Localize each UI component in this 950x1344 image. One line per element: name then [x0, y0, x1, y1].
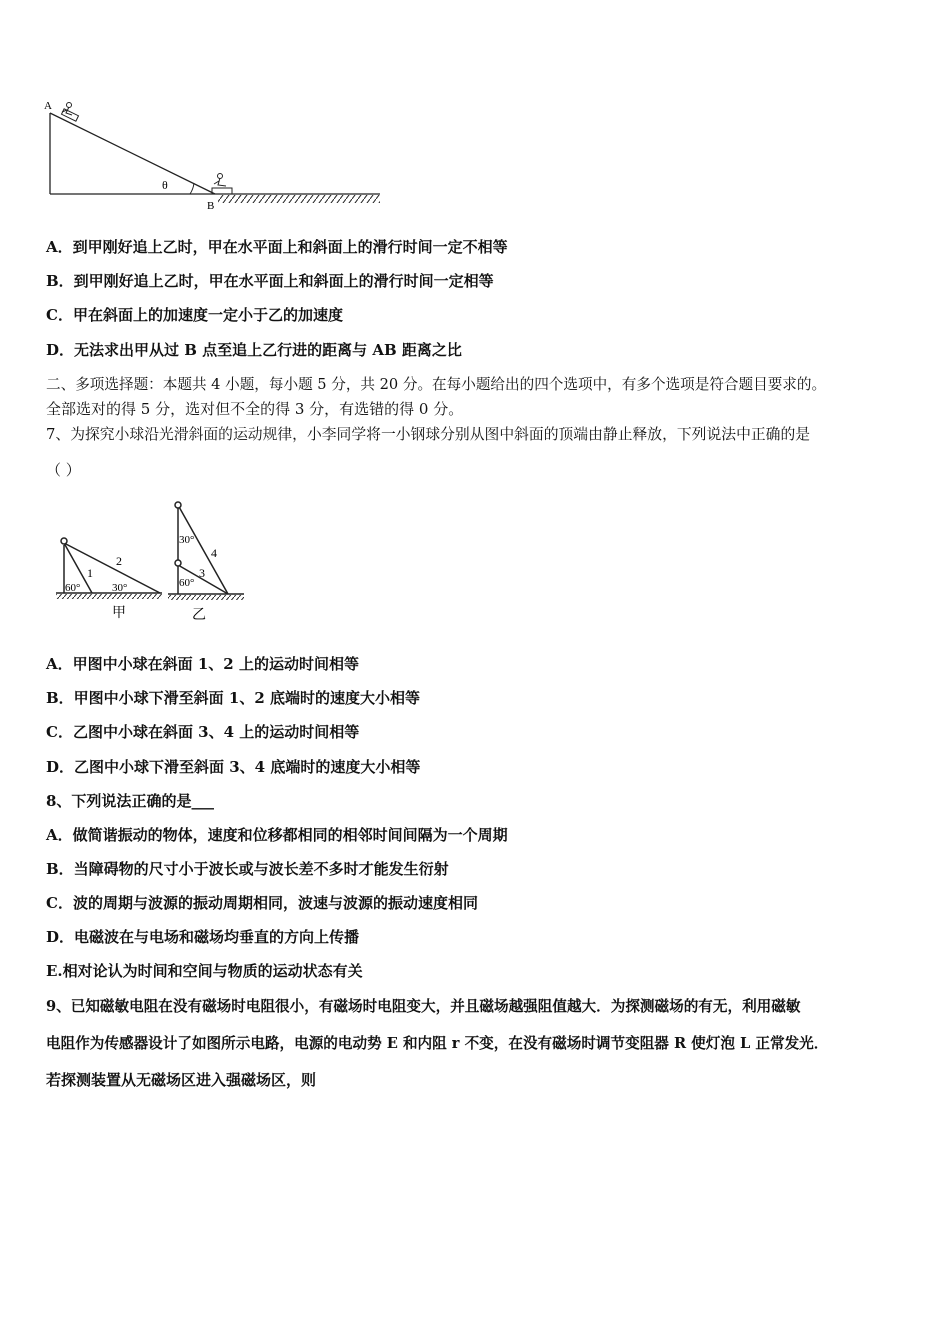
jia-number-1: 1 [87, 566, 93, 580]
q8-option-c: C．波的周期与波源的振动周期相同，波速与波源的振动速度相同 [46, 894, 478, 912]
ground-hatching [218, 195, 380, 203]
q7-option-d: D．乙图中小球下滑至斜面 3、4 底端时的速度大小相等 [46, 758, 421, 776]
jia-ball-icon [61, 538, 67, 544]
label-b: B [207, 200, 215, 212]
skier-a-icon [61, 103, 78, 122]
yi-ball-top-icon [175, 502, 181, 508]
yi-number-3: 3 [199, 566, 205, 580]
q8-option-b: B．当障碍物的尺寸小于波长或与波长差不多时才能发生衍射 [46, 860, 449, 878]
label-a: A [44, 100, 52, 112]
q6-option-d: D．无法求出甲从过 B 点至追上乙行进的距离与 AB 距离之比 [46, 341, 462, 359]
section2-instructions: 全部选对的得 5 分，选对但不全的得 3 分，有选错的得 0 分。 [46, 400, 464, 418]
jia-hatch [56, 594, 162, 599]
yi-angle-30: 30° [179, 534, 195, 546]
q8-option-e: E.相对论认为时间和空间与物质的运动状态有关 [46, 962, 363, 980]
jia-angle-60: 60° [65, 582, 81, 594]
yi-ball-mid-icon [175, 560, 181, 566]
angle-arc [190, 183, 194, 194]
incline-slope [50, 113, 215, 194]
q7-option-c: C．乙图中小球在斜面 3、4 上的运动时间相等 [46, 723, 360, 741]
jia-number-2: 2 [116, 554, 122, 568]
yi-label: 乙 [192, 608, 206, 623]
yi-number-4: 4 [211, 546, 217, 560]
q8-option-a: A．做简谐振动的物体，速度和位移都相同的相邻时间间隔为一个周期 [46, 826, 508, 844]
section2-heading: 二、多项选择题：本题共 4 小题，每小题 5 分，共 20 分。在每小题给出的四个选项中，有多个选项是符合题目要求的。 [46, 376, 827, 393]
label-theta: θ [162, 178, 168, 192]
q6-option-a: A．到甲刚好追上乙时，甲在水平面上和斜面上的滑行时间一定不相等 [46, 238, 508, 256]
q7-option-b: B．甲图中小球下滑至斜面 1、2 底端时的速度大小相等 [46, 689, 420, 707]
q9-stem-line2: 电阻作为传感器设计了如图所示电路，电源的电动势 E 和内阻 r 不变，在没有磁场时调节变阻器 R 使灯泡 L 正常发光． [46, 1035, 829, 1052]
q6-option-b: B．到甲刚好追上乙时，甲在水平面上和斜面上的滑行时间一定相等 [46, 272, 494, 290]
q9-stem-line1: 9、已知磁敏电阻在没有磁场时电阻很小，有磁场时电阻变大，并且磁场越强阻值越大．为探测磁场的有无，利用磁敏 [46, 998, 801, 1015]
q7-figure [44, 495, 254, 630]
q7-answer-blank: （ ） [46, 461, 81, 479]
q9-stem-line3: 若探测装置从无磁场区进入强磁场区，则 [46, 1071, 317, 1089]
jia-label: 甲 [112, 606, 126, 621]
q8-option-d: D．电磁波在与电场和磁场均垂直的方向上传播 [46, 928, 360, 946]
q6-option-c: C．甲在斜面上的加速度一定小于乙的加速度 [46, 306, 343, 324]
q7-stem: 7、为探究小球沿光滑斜面的运动规律，小李同学将一小钢球分别从图中斜面的顶端由静止释放，下列说法中正确的是 [46, 426, 811, 443]
yi-hatch [168, 595, 244, 600]
incline-figure [40, 95, 390, 215]
skier-b-icon [212, 174, 232, 195]
jia-angle-30: 30° [112, 582, 128, 594]
q8-stem: 8、下列说法正确的是___ [46, 792, 214, 810]
q7-option-a: A．甲图中小球在斜面 1、2 上的运动时间相等 [46, 655, 359, 673]
yi-angle-60: 60° [179, 577, 195, 589]
